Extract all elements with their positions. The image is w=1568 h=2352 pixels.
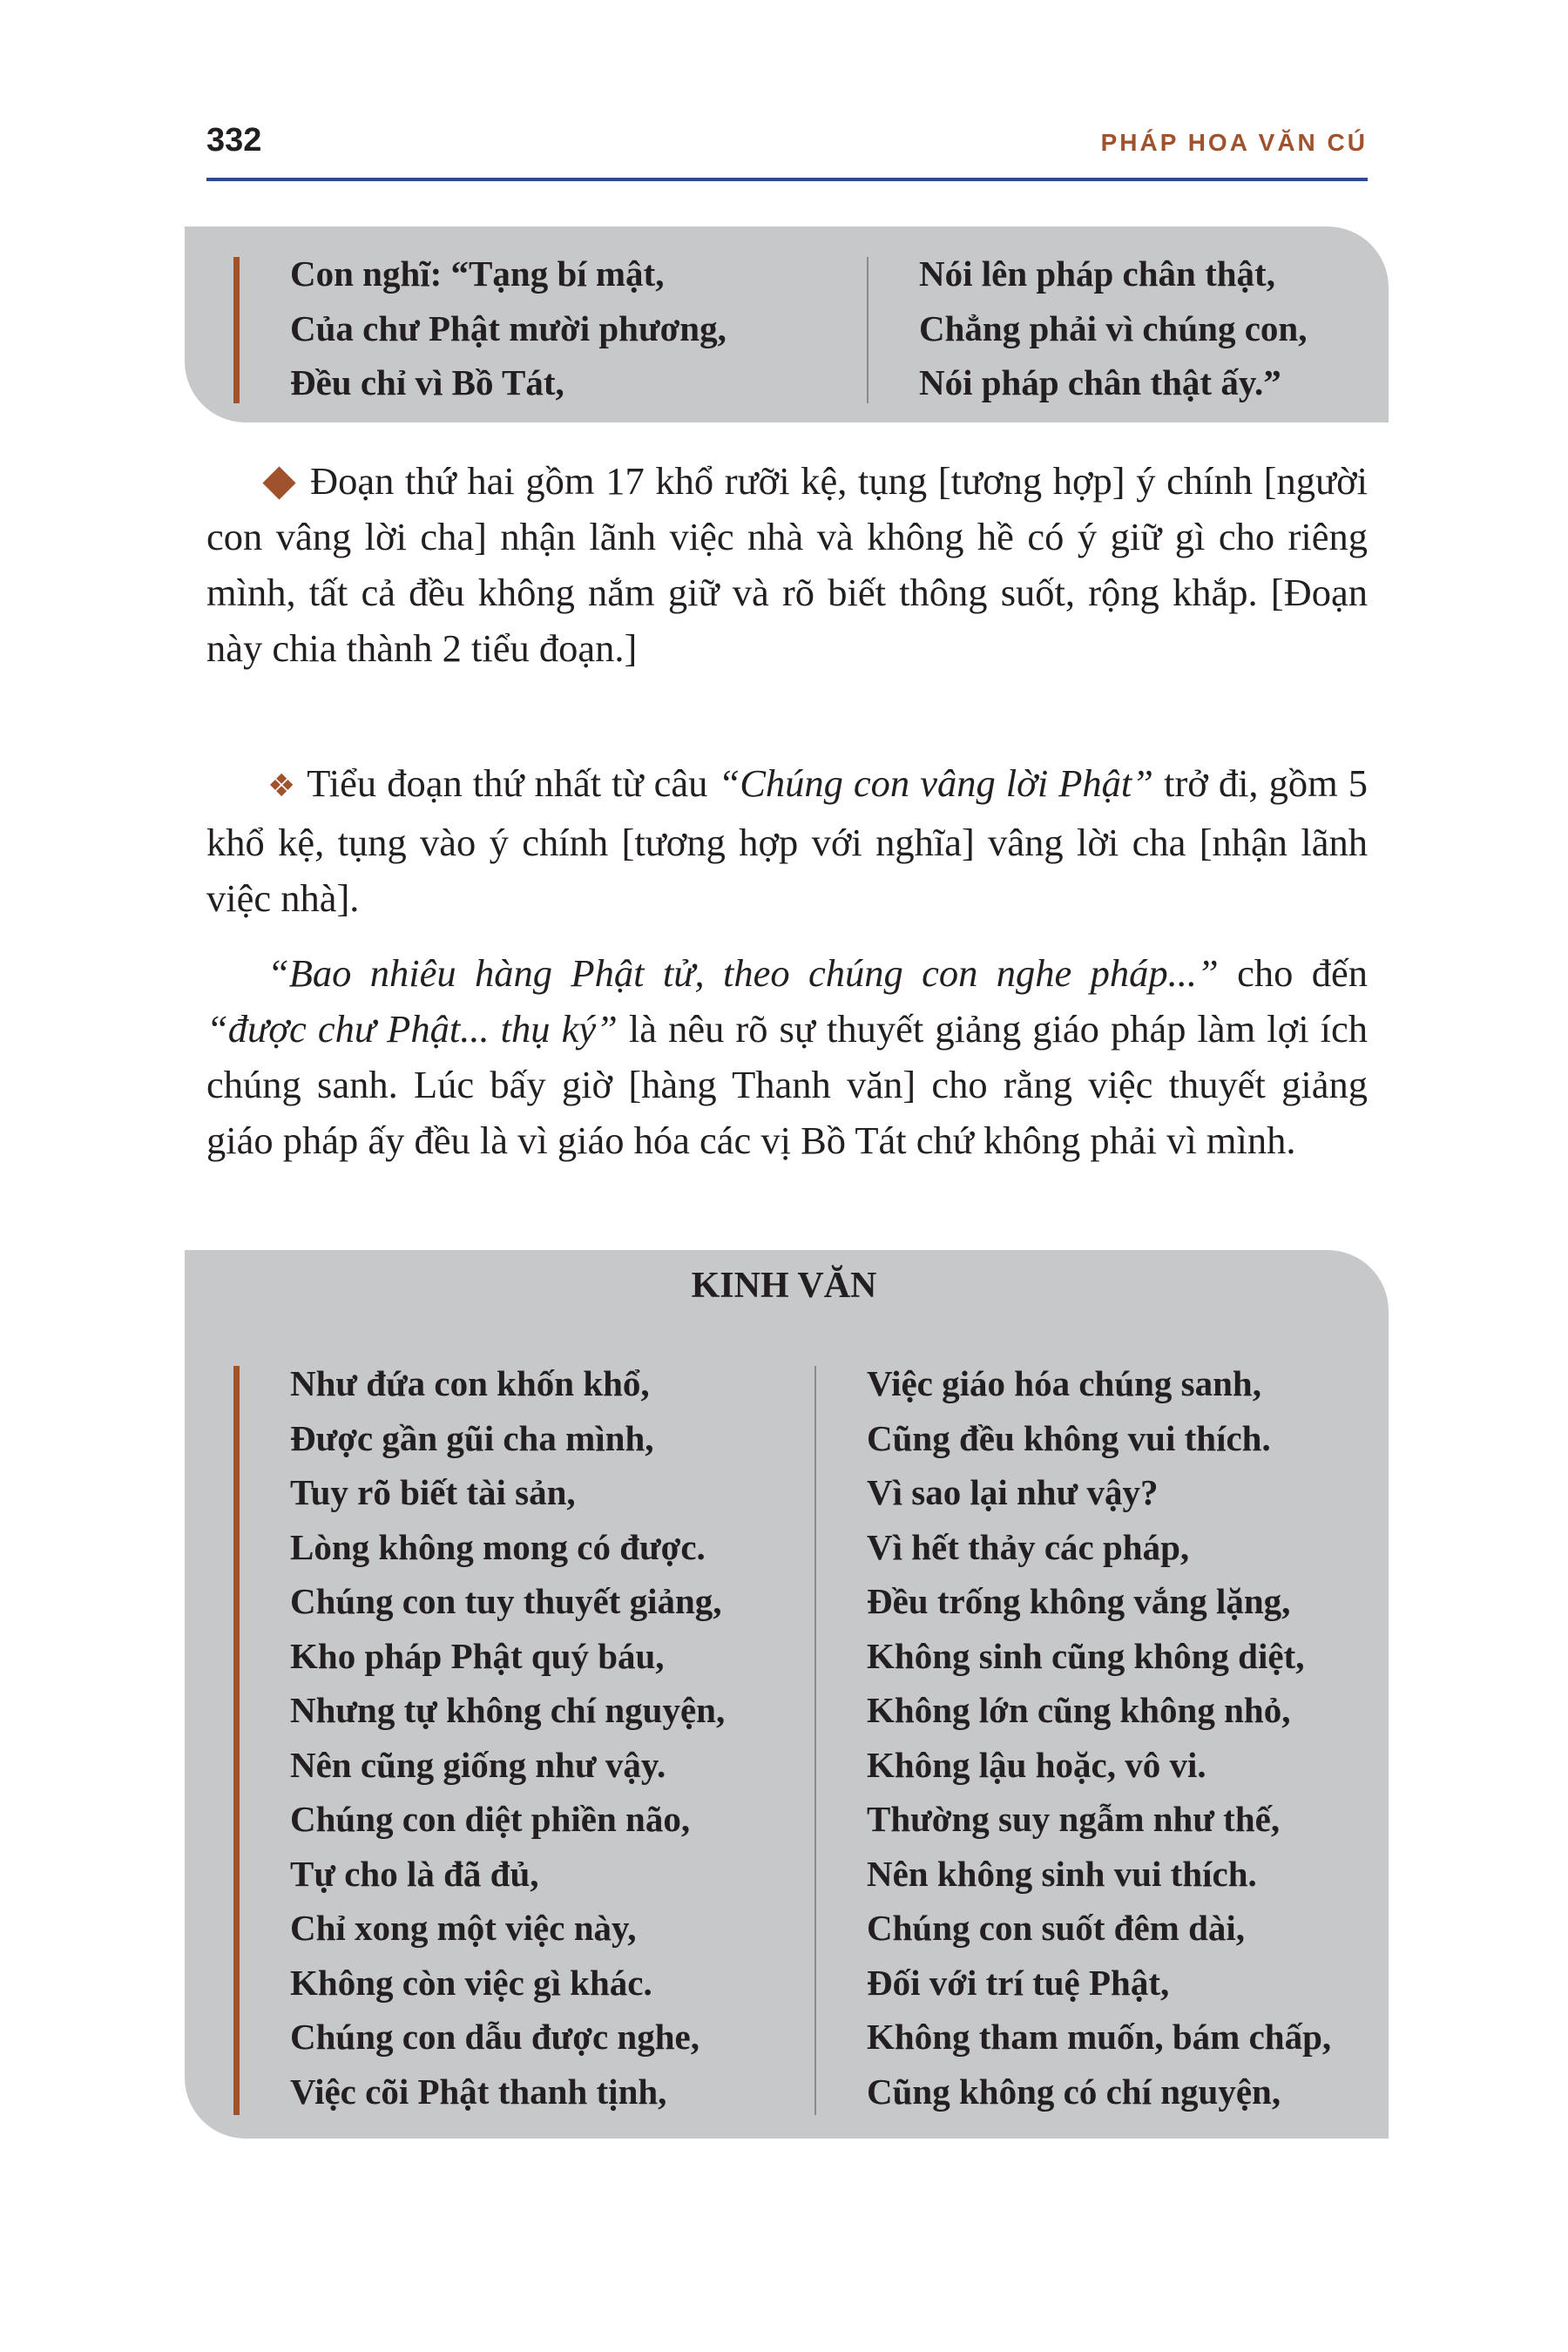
verse-line: Tuy rõ biết tài sản,	[290, 1472, 576, 1512]
verse-line: Thường suy ngẫm như thế,	[867, 1799, 1281, 1839]
verse-line: Không sinh cũng không diệt,	[867, 1635, 1305, 1676]
kinh-van-column-divider	[814, 1366, 816, 2115]
verse-line: Như đứa con khốn khổ,	[290, 1363, 650, 1403]
verse-left-column	[290, 247, 727, 410]
kinh-van-title: KINH VĂN	[691, 1266, 877, 1306]
verse-accent-bar	[233, 257, 240, 403]
paragraph-3-quote-1: “Bao nhiêu hàng Phật tử, theo chúng con nghe pháp...”	[267, 951, 1219, 995]
paragraph-3-quote-2: “được chư Phật... thụ ký”	[206, 1007, 618, 1051]
verse-line: Chúng con dẫu được nghe,	[290, 2017, 700, 2057]
verse-line: Đều chỉ vì Bồ Tát,	[290, 362, 564, 402]
running-title: PHÁP HOA VĂN CÚ	[1100, 129, 1368, 156]
verse-line: Không còn việc gì khác.	[290, 1962, 652, 2003]
verse-line: Không lậu hoặc, vô vi.	[867, 1744, 1206, 1785]
verse-line: Chỉ xong một việc này,	[290, 1908, 637, 1948]
diamond-bullet-icon	[262, 467, 295, 500]
paragraph-2-text-c: trở đi, gồm 5 khổ kệ, tụng vào ý chính [tương hợp với nghĩa] vâng lời cha [nhận lãnh việc nhà].	[206, 761, 1368, 920]
paragraph-2-text-a: Tiểu đoạn thứ nhất từ câu	[307, 761, 719, 805]
verse-line: Nói pháp chân thật ấy.”	[919, 362, 1281, 402]
verse-line: Vì sao lại như vậy?	[867, 1472, 1159, 1512]
verse-line: Không tham muốn, bám chấp,	[867, 2017, 1332, 2057]
page-number: 332	[206, 122, 262, 159]
verse-line: Nhưng tự không chí nguyện,	[290, 1690, 726, 1730]
verse-line: Không lớn cũng không nhỏ,	[867, 1690, 1291, 1730]
verse-line: Kho pháp Phật quý báu,	[290, 1635, 665, 1676]
verse-column-divider	[867, 257, 868, 403]
verse-line: Chúng con suốt đêm dài,	[867, 1908, 1246, 1948]
verse-line: Cũng đều không vui thích.	[867, 1417, 1271, 1458]
verse-right-column	[919, 247, 1307, 410]
verse-line: Được gần gũi cha mình,	[290, 1417, 654, 1458]
verse-line: Việc cõi Phật thanh tịnh,	[290, 2071, 667, 2112]
verse-line: Chẳng phải vì chúng con,	[919, 308, 1308, 348]
verse-line: Lòng không mong có được.	[290, 1526, 706, 1567]
verse-line: Chúng con tuy thuyết giảng,	[290, 1581, 722, 1621]
verse-line: Vì hết thảy các pháp,	[867, 1526, 1190, 1567]
verse-line: Tự cho là đã đủ,	[290, 1853, 539, 1894]
verse-line: Nên không sinh vui thích.	[867, 1853, 1257, 1894]
verse-line: Của chư Phật mười phương,	[290, 308, 727, 348]
verse-line: Đều trống không vắng lặng,	[867, 1581, 1291, 1621]
verse-line: Đối với trí tuệ Phật,	[867, 1962, 1170, 2003]
page-header	[206, 122, 1368, 181]
verse-line: Con nghĩ: “Tạng bí mật,	[290, 253, 665, 294]
kinh-van-right-column	[867, 1356, 1331, 2119]
verse-line: Nói lên pháp chân thật,	[919, 253, 1275, 294]
paragraph-3-text-d: là nêu rõ sự thuyết giảng giáo pháp làm lợi ích chúng sanh. Lúc bấy giờ [hàng Thanh văn] cho rằng việc thuyết giảng giáo pháp ấy đều là vì giáo hóa các vị Bồ Tát chứ không phải vì mình.	[206, 1007, 1368, 1162]
verse-line: Việc giáo hóa chúng sanh,	[867, 1363, 1261, 1403]
verse-line: Nên cũng giống như vậy.	[290, 1744, 666, 1785]
verse-line: Chúng con diệt phiền não,	[290, 1799, 691, 1839]
verse-line: Cũng không có chí nguyện,	[867, 2071, 1281, 2112]
paragraph-2	[206, 755, 1368, 926]
paragraph-3-text-b: cho đến	[1218, 951, 1368, 995]
paragraph-2-quote: “Chúng con vâng lời Phật”	[718, 761, 1154, 805]
kinh-van-accent-bar	[233, 1366, 240, 2115]
paragraph-1	[206, 453, 1368, 676]
paragraph-3	[206, 945, 1368, 1168]
kinh-van-left-column	[290, 1356, 725, 2119]
paragraph-1-text: Đoạn thứ hai gồm 17 khổ rưỡi kệ, tụng [tương hợp] ý chính [người con vâng lời cha] nhận lãnh việc nhà và không hề có ý giữ gì cho riêng mình, tất cả đều không nắm giữ và rõ biết thông suốt, rộng khắp. [Đoạn này chia thành 2 tiểu đoạn.]	[206, 459, 1368, 670]
four-diamond-bullet-icon: ❖	[267, 768, 297, 804]
